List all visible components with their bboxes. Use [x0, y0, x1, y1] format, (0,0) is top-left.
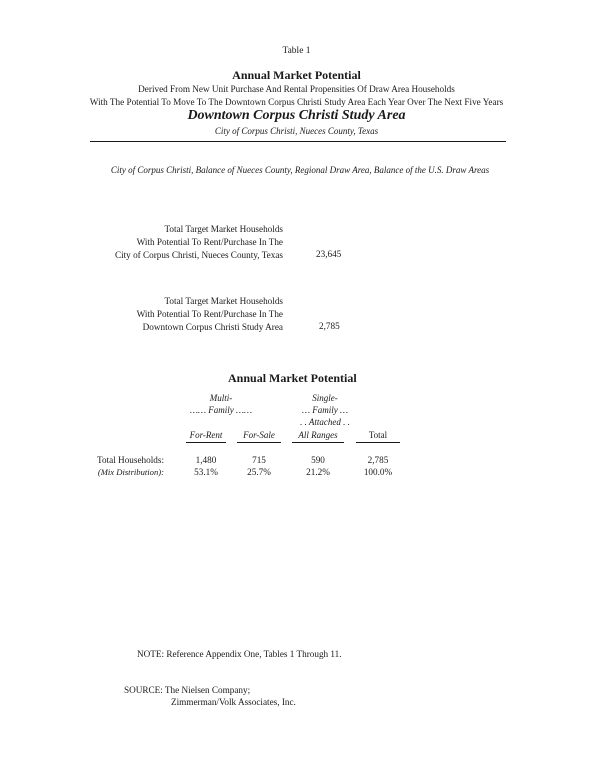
target-market-city-label-line: Total Target Market Households [164, 224, 283, 234]
source-line-2: Zimmerman/Volk Associates, Inc. [171, 697, 296, 707]
row-label-total-households: Total Households: [97, 455, 164, 465]
column-header-total: Total [356, 430, 400, 443]
multi-family-header: …… Family …… [189, 405, 252, 415]
multi-family-header: Multi- [209, 393, 233, 403]
table-cell: 100.0% [363, 467, 393, 477]
single-family-header: … Family … [302, 405, 348, 415]
target-market-downtown-label [0, 295, 283, 334]
target-market-downtown-value: 2,785 [319, 321, 340, 331]
header-divider [90, 141, 506, 142]
location-subtitle: City of Corpus Christi, Nueces County, Texas [214, 126, 379, 136]
table-cell: 2,785 [367, 455, 389, 465]
table-cell: 53.1% [194, 467, 218, 477]
target-market-city-value: 23,645 [316, 249, 342, 259]
table-cell: 715 [252, 455, 266, 465]
target-market-downtown-label-line: Downtown Corpus Christi Study Area [142, 322, 283, 332]
table-number: Table 1 [282, 46, 311, 56]
source-line-1: SOURCE: The Nielsen Company; [124, 685, 251, 695]
target-market-city-label [0, 223, 283, 262]
target-market-city-label-line: City of Corpus Christi, Nueces County, Texas [114, 250, 283, 260]
study-area-title: Downtown Corpus Christi Study Area [187, 108, 406, 123]
target-market-downtown-label-line: With Potential To Rent/Purchase In The [136, 309, 283, 319]
target-market-city-label-line: With Potential To Rent/Purchase In The [136, 237, 283, 247]
table-cell: 590 [311, 455, 325, 465]
page-title: Annual Market Potential [232, 68, 361, 82]
single-family-header: . . Attached . . [300, 417, 350, 427]
draw-areas-text: City of Corpus Christi, Balance of Nueces County, Regional Draw Area, Balance of the U.S. Draw Areas [110, 165, 490, 175]
column-header-for-rent: For-Rent [186, 430, 226, 443]
target-market-downtown-label-line: Total Target Market Households [164, 296, 283, 306]
table-cell: 1,480 [195, 455, 217, 465]
single-family-header: Single- [312, 393, 338, 403]
row-label-mix-distribution: (Mix Distribution): [97, 467, 164, 477]
column-header-all-ranges: All Ranges [292, 430, 344, 443]
table-cell: 25.7% [247, 467, 271, 477]
column-header-for-sale: For-Sale [237, 430, 281, 443]
subtitle-line-2: With The Potential To Move To The Downtown Corpus Christi Study Area Each Year Over The Next Five Years [89, 97, 504, 107]
note-text: NOTE: Reference Appendix One, Tables 1 Through 11. [137, 649, 342, 659]
annual-market-potential-title: Annual Market Potential [228, 371, 357, 385]
table-cell: 21.2% [306, 467, 330, 477]
subtitle-line-1: Derived From New Unit Purchase And Rental Propensities Of Draw Area Households [138, 84, 455, 94]
